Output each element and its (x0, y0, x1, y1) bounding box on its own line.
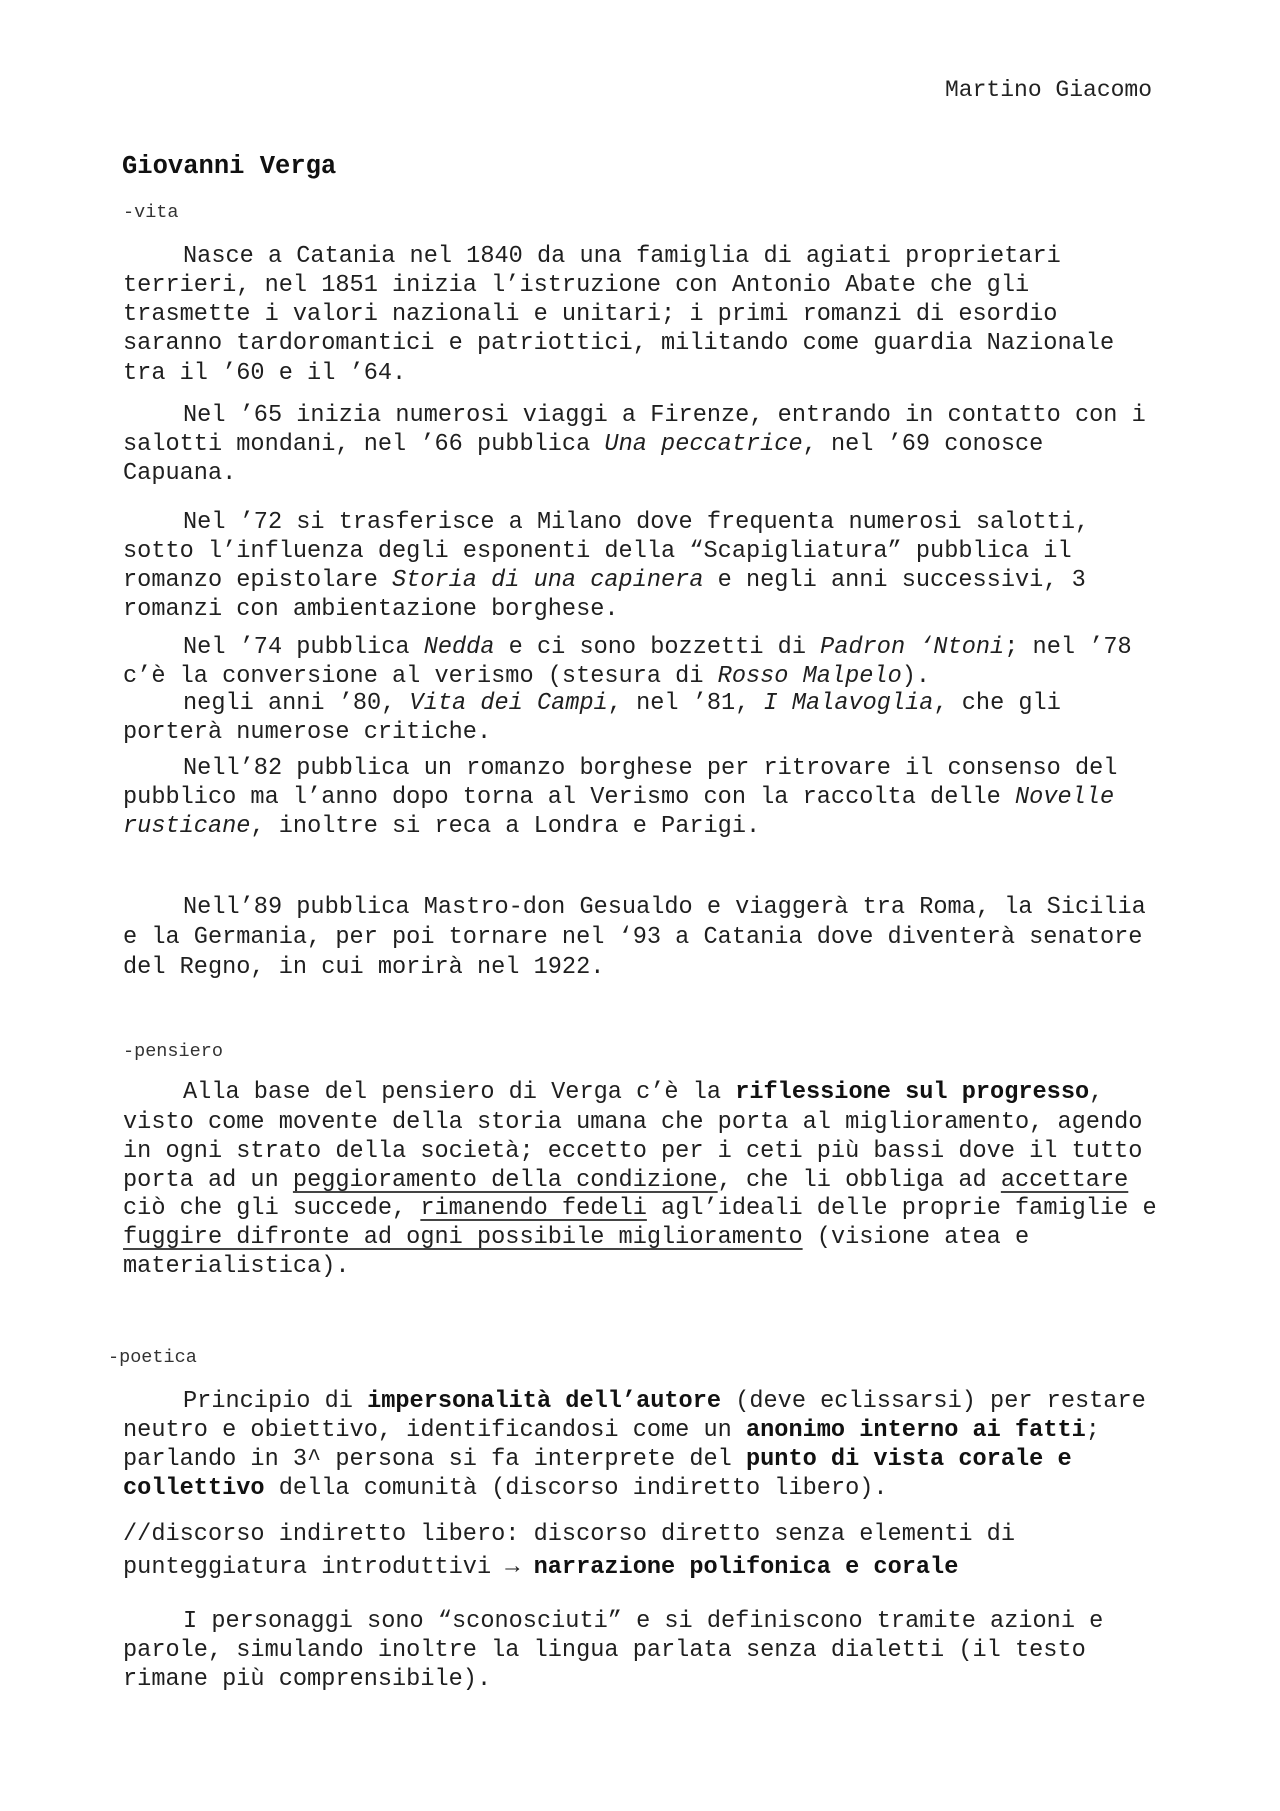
text-segment: Alla base del pensiero di Verga c’è la (183, 1079, 736, 1106)
text-segment: , nel ’81, (607, 690, 764, 717)
text-line (123, 1474, 888, 1503)
text-segment: , nel ’69 conosce (802, 431, 1044, 458)
text-line (123, 1416, 1100, 1445)
text-line (123, 923, 1142, 952)
underline-text: fuggire difronte ad ogni possibile miglioramento (123, 1224, 803, 1251)
text-segment: Nell’82 pubblica un romanzo borghese per ritrovare il consenso del (183, 755, 1118, 782)
text-segment: materialistica). (123, 1253, 350, 1280)
text-segment: saranno tardoromantici e patriottici, militando come guardia Nazionale (123, 330, 1115, 357)
text-line (183, 633, 1132, 662)
text-segment: Nasce a Catania nel 1840 da una famiglia di agiati proprietari (183, 243, 1061, 270)
text-line (183, 893, 1146, 922)
text-line (123, 812, 760, 841)
bold-text: anonimo interno ai fatti (745, 1417, 1086, 1444)
bold-text: punto di vista corale e (745, 1446, 1072, 1473)
text-segment: ciò che gli succede, (123, 1195, 421, 1222)
italic-text: Rosso Malpelo (717, 663, 902, 690)
text-segment: Nel ’72 si trasferisce a Milano dove frequenta numerosi salotti, (183, 509, 1090, 536)
text-line (183, 689, 1061, 718)
text-line (183, 401, 1146, 430)
text-segment: ; nel ’78 (1004, 634, 1132, 661)
text-line (123, 1445, 1072, 1474)
text-line (183, 242, 1061, 271)
text-line (123, 537, 1072, 566)
document-title: Giovanni Verga (122, 152, 337, 181)
italic-text: I Malavoglia (763, 690, 934, 717)
text-segment: (deve eclissarsi) per restare (721, 1388, 1146, 1415)
italic-text: Storia di una capinera (392, 567, 704, 594)
text-line (123, 1636, 1086, 1665)
text-line (123, 595, 619, 624)
text-segment: Principio di (183, 1388, 368, 1415)
italic-text: Novelle (1015, 784, 1115, 811)
italic-text: rusticane (123, 813, 251, 840)
text-segment: punteggiatura introduttivi → (123, 1554, 534, 1581)
text-segment: romanzo epistolare (123, 567, 393, 594)
text-segment: porterà numerose critiche. (123, 719, 492, 746)
text-line (123, 359, 406, 388)
text-line (123, 430, 1043, 459)
text-segment: I personaggi sono “sconosciuti” e si definiscono tramite azioni e (183, 1608, 1104, 1635)
text-segment: porta ad un (123, 1167, 293, 1194)
text-segment: //discorso indiretto libero: discorso diretto senza elementi di (123, 1521, 1015, 1548)
text-line (123, 953, 604, 982)
text-segment: e negli anni successivi, 3 (703, 567, 1086, 594)
text-line (183, 508, 1089, 537)
text-segment: , inoltre si reca a Londra e Parigi. (250, 813, 761, 840)
text-segment: in ogni strato della società; eccetto per i ceti più bassi dove il tutto (123, 1138, 1143, 1165)
bold-text: riflessione sul progresso (735, 1079, 1090, 1106)
text-line (123, 1166, 1128, 1195)
text-segment: negli anni ’80, (183, 690, 410, 717)
text-segment: (visione atea e (802, 1224, 1030, 1251)
bold-text: impersonalità dell’autore (367, 1388, 722, 1415)
text-segment: Nel ’65 inizia numerosi viaggi a Firenze, entrando in contatto con i (183, 402, 1146, 429)
text-segment: terrieri, nel 1851 inizia l’istruzione con Antonio Abate che gli (123, 272, 1030, 299)
italic-text: Vita dei Campi (409, 690, 608, 717)
text-segment: trasmette i valori nazionali e unitari; i primi romanzi di esordio (123, 301, 1058, 328)
italic-text: Una peccatrice (604, 431, 803, 458)
text-line (123, 718, 491, 747)
text-segment: e ci sono bozzetti di (494, 634, 821, 661)
text-segment: Capuana. (123, 460, 237, 487)
text-line (123, 1194, 1157, 1223)
text-line (123, 1252, 350, 1281)
text-line (123, 459, 236, 488)
text-line (183, 1607, 1103, 1636)
text-line (123, 783, 1114, 812)
text-segment: Nel ’74 pubblica (183, 634, 424, 661)
section-heading: -pensiero (123, 1041, 223, 1062)
text-line (123, 1520, 1015, 1549)
text-segment: , che li obbliga ad (717, 1167, 1001, 1194)
underline-text: rimanendo fedeli (420, 1195, 647, 1222)
text-segment: Nell’89 pubblica Mastro-don Gesualdo e viaggerà tra Roma, la Sicilia (183, 894, 1146, 921)
text-segment: c’è la conversione al verismo (stesura di (123, 663, 718, 690)
bold-text: collettivo (123, 1475, 265, 1502)
text-segment: , (1089, 1079, 1104, 1106)
text-line (123, 1108, 1142, 1137)
bold-text: narrazione polifonica e corale (533, 1554, 959, 1581)
text-line (123, 300, 1057, 329)
underline-text: accettare (1000, 1167, 1129, 1194)
text-segment: del Regno, in cui morirà nel 1922. (123, 954, 605, 981)
text-line (183, 754, 1117, 783)
text-segment: e la Germania, per poi tornare nel ‘93 a Catania dove diventerà senatore (123, 924, 1143, 951)
text-segment: parole, simulando inoltre la lingua parlata senza dialetti (il testo (123, 1637, 1086, 1664)
text-segment: romanzi con ambientazione borghese. (123, 596, 619, 623)
italic-text: Padron ‘Ntoni (820, 634, 1005, 661)
text-line (123, 1223, 1029, 1252)
text-segment: salotti mondani, nel ’66 pubblica (123, 431, 605, 458)
text-line (123, 271, 1029, 300)
italic-text: Nedda (423, 634, 495, 661)
text-segment: , che gli (933, 690, 1061, 717)
text-segment: visto come movente della storia umana che porta al miglioramento, agendo (123, 1109, 1143, 1136)
text-line (123, 329, 1114, 358)
text-line (123, 1553, 958, 1582)
text-line (123, 1137, 1142, 1166)
text-segment: neutro e obiettivo, identificandosi come un (123, 1417, 746, 1444)
section-heading: -vita (123, 202, 179, 223)
text-segment: pubblico ma l’anno dopo torna al Verismo con la raccolta delle (123, 784, 1015, 811)
text-line (183, 1078, 1103, 1107)
text-line (183, 1387, 1146, 1416)
text-segment: parlando in 3^ persona si fa interprete del (123, 1446, 746, 1473)
text-line (123, 566, 1086, 595)
text-segment: ). (901, 663, 931, 690)
text-segment: ; (1085, 1417, 1100, 1444)
underline-text: peggioramento della condizione (292, 1167, 718, 1194)
author-name: Martino Giacomo (945, 77, 1153, 103)
text-line (123, 1665, 491, 1694)
text-segment: rimane più comprensibile). (123, 1666, 492, 1693)
text-segment: della comunità (discorso indiretto libero). (264, 1475, 888, 1502)
text-segment: sotto l’influenza degli esponenti della “Scapigliatura” pubblica il (123, 538, 1072, 565)
text-segment: agl’ideali delle proprie famiglie e (646, 1195, 1157, 1222)
section-heading: -poetica (108, 1347, 197, 1368)
text-segment: tra il ’60 e il ’64. (123, 360, 407, 387)
text-line (123, 662, 930, 691)
